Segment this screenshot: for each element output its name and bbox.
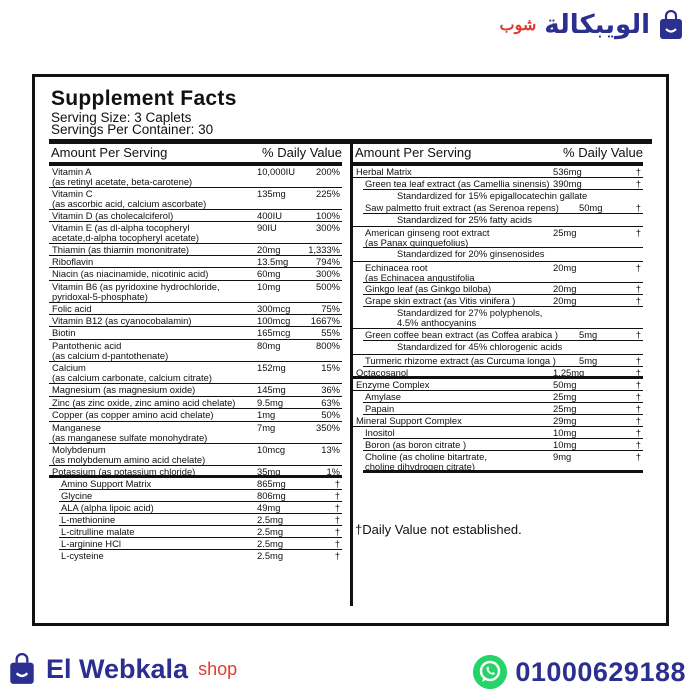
nutrient-row	[353, 262, 643, 283]
nutrient-name-line: choline dihydrogen citrate)	[365, 461, 475, 472]
nutrient-amount: 25mg	[553, 227, 577, 238]
nutrient-row	[49, 409, 342, 422]
nutrient-name	[52, 269, 208, 279]
nutrient-name	[52, 341, 168, 361]
nutrient-name	[365, 452, 487, 472]
nutrient-name-line: Vitamin D (as cholecalciferol)	[52, 210, 174, 221]
nutrient-name-line: Pantothenic acid	[52, 340, 122, 351]
nutrient-name-line: Biotin	[52, 327, 76, 338]
nutrient-name-line: ALA (alpha lipoic acid)	[61, 502, 154, 513]
nutrient-name	[52, 423, 207, 443]
nutrient-row	[49, 384, 342, 397]
nutrient-amount: 400IU	[257, 210, 283, 221]
nutrient-name-line: L-arginine HCl	[61, 538, 121, 549]
nutrient-daily-value: 36%	[321, 384, 340, 395]
nutrient-amount: 20mg	[257, 244, 281, 255]
nutrient-daily-value: †	[635, 202, 641, 213]
nutrient-name-line: Enzyme Complex	[356, 379, 430, 390]
nutrient-name	[52, 245, 189, 255]
nutrient-row	[353, 379, 643, 391]
nutrient-name	[61, 551, 104, 561]
nutrient-row	[353, 178, 643, 190]
nutrient-name-line: (as Echinacea angustifolia	[365, 272, 475, 283]
nutrient-amount: 7mg	[257, 422, 276, 433]
nutrient-name-line: Ginkgo leaf (as Ginkgo biloba)	[365, 283, 492, 294]
nutrient-row	[49, 188, 342, 210]
nutrient-name-line: American ginseng root extract	[365, 227, 490, 238]
nutrient-name	[397, 342, 562, 352]
nutrient-daily-value: †	[334, 550, 340, 561]
nutrient-name-line: Manganese	[52, 422, 101, 433]
amount-header: Amount Per Serving	[51, 145, 168, 160]
nutrient-row	[49, 422, 342, 444]
nutrient-daily-value: †	[334, 502, 340, 513]
nutrient-name	[52, 328, 75, 338]
nutrient-name-line: Molybdenum	[52, 444, 106, 455]
nutrient-amount: 9.5mg	[257, 397, 284, 408]
nutrient-daily-value: †	[635, 403, 641, 414]
nutrient-row	[49, 210, 342, 222]
nutrient-name-line: Standardized for 15% epigallocatechin gallate	[397, 190, 588, 201]
nutrient-amount: 1mg	[257, 409, 276, 420]
nutrient-row	[353, 202, 643, 214]
nutrient-name-line: (as retinyl acetate, beta-carotene)	[52, 176, 193, 187]
nutrient-daily-value: 800%	[316, 340, 340, 351]
nutrient-name-line: Standardized for 45% chlorogenic acids	[397, 341, 563, 352]
nutrient-name	[365, 284, 491, 294]
nutrient-amount: 80mg	[257, 340, 281, 351]
nutrient-daily-value: 50%	[321, 409, 340, 420]
nutrient-daily-value: †	[334, 526, 340, 537]
nutrient-name	[356, 380, 429, 390]
nutrient-row	[49, 327, 342, 340]
nutrient-name-line: Herbal Matrix	[356, 166, 412, 177]
nutrient-daily-value: †	[635, 415, 641, 426]
nutrient-amount: 20mg	[553, 283, 577, 294]
nutrient-name-line: Folic acid	[52, 303, 92, 314]
nutrient-name-line: Inositol	[365, 427, 395, 438]
shopping-bag-icon	[8, 653, 36, 685]
nutrient-name	[52, 398, 235, 408]
nutrient-daily-value: †	[635, 283, 641, 294]
nutrient-amount: 2.5mg	[257, 538, 284, 549]
nutrient-row	[353, 427, 643, 439]
nutrient-name	[52, 445, 205, 465]
nutrient-name	[365, 330, 558, 340]
nutrient-daily-value: †	[635, 295, 641, 306]
nutrient-daily-value: 13%	[321, 444, 340, 455]
nutrient-name-line: (as Panax quinquefolius)	[365, 237, 469, 248]
nutrient-name-line: (as calcium carbonate, calcium citrate)	[52, 372, 212, 383]
nutrient-name	[397, 191, 587, 201]
nutrient-amount: 25mg	[553, 403, 577, 414]
nutrient-amount: 49mg	[257, 502, 281, 513]
brand-latin-name: El Webkala	[46, 653, 189, 684]
nutrient-row	[353, 329, 643, 341]
nutrient-row	[49, 397, 342, 409]
nutrient-row	[49, 256, 342, 268]
brand-arabic-name: الويبكالة	[544, 10, 650, 40]
nutrient-row	[49, 550, 342, 562]
nutrient-row	[353, 295, 643, 307]
nutrient-daily-value: †	[635, 451, 641, 462]
nutrient-name	[61, 527, 134, 537]
brand-arabic-shop: شوب	[499, 17, 537, 34]
nutrient-daily-value: †	[635, 329, 641, 340]
nutrient-row	[353, 341, 643, 355]
nutrient-name-line: Amino Support Matrix	[61, 478, 152, 489]
nutrient-amount: 865mg	[257, 478, 286, 489]
nutrient-amount: 20mg	[553, 262, 577, 273]
nutrient-name	[365, 440, 466, 450]
nutrient-daily-value: 794%	[316, 256, 340, 267]
nutrient-name-line: Standardized for 20% ginsenosides	[397, 248, 545, 259]
nutrient-daily-value: 200%	[316, 166, 340, 177]
nutrient-name-line: Magnesium (as magnesium oxide)	[52, 384, 196, 395]
nutrient-daily-value: 1667%	[310, 315, 340, 326]
nutrient-name	[52, 189, 206, 209]
nutrient-daily-value: †	[635, 262, 641, 273]
nutrient-amount: 135mg	[257, 188, 286, 199]
nutrient-amount: 10mg	[257, 281, 281, 292]
nutrient-row	[49, 268, 342, 281]
nutrient-amount: 10,000IU	[257, 166, 296, 177]
nutrient-name	[356, 416, 462, 426]
nutrient-daily-value: †	[635, 379, 641, 390]
nutrient-amount: 20mg	[553, 295, 577, 306]
nutrient-name	[52, 282, 220, 302]
nutrient-row	[49, 444, 342, 466]
nutrient-name-line: Papain	[365, 403, 395, 414]
nutrient-amount: 13.5mg	[257, 256, 289, 267]
nutrient-daily-value: 15%	[321, 362, 340, 373]
nutrient-name-line: Saw palmetto fruit extract (as Serenoa repens)	[365, 202, 559, 213]
nutrient-amount: 60mg	[257, 268, 281, 279]
nutrient-row	[49, 538, 342, 550]
nutrient-name-line: Amylase	[365, 391, 401, 402]
right-column-header	[353, 144, 643, 162]
nutrient-name	[52, 316, 191, 326]
supplement-facts-panel	[32, 74, 669, 626]
nutrient-name	[365, 356, 556, 366]
amount-header: Amount Per Serving	[355, 145, 472, 160]
nutrient-row	[49, 514, 342, 526]
nutrient-amount: 2.5mg	[257, 514, 284, 525]
nutrient-name-line: Mineral Support Complex	[356, 415, 462, 426]
nutrient-name-line: Potassium (as potassium chloride)	[52, 466, 196, 477]
nutrient-row	[49, 244, 342, 256]
nutrient-name-line: Vitamin E (as dl-alpha tocopheryl	[52, 222, 190, 233]
dv-header: % Daily Value	[262, 145, 342, 160]
nutrient-name	[61, 515, 115, 525]
dv-header: % Daily Value	[563, 145, 643, 160]
nutrient-name	[365, 203, 559, 213]
nutrient-name-line: Vitamin A	[52, 166, 92, 177]
nutrient-row	[353, 214, 643, 227]
nutrient-row	[353, 403, 643, 415]
nutrient-row	[49, 526, 342, 538]
nutrient-amount: 390mg	[553, 178, 582, 189]
nutrient-amount: 1.25mg	[553, 367, 585, 378]
nutrient-daily-value: †	[635, 355, 641, 366]
nutrient-name-line: Riboflavin	[52, 256, 94, 267]
nutrient-name-line: (as ascorbic acid, calcium ascorbate)	[52, 198, 207, 209]
nutrient-amount: 100mcg	[257, 315, 291, 326]
nutrient-row	[49, 362, 342, 384]
nutrient-name	[397, 215, 532, 225]
nutrient-name-line: Turmeric rhizome extract (as Curcuma longa )	[365, 355, 556, 366]
nutrient-row	[49, 490, 342, 502]
nutrient-row	[353, 415, 643, 427]
nutrient-amount: 25mg	[553, 391, 577, 402]
nutrient-name-line: Standardized for 25% fatty acids	[397, 214, 532, 225]
nutrient-row	[49, 340, 342, 362]
nutrient-daily-value: †	[635, 166, 641, 177]
bottom-brand-logo	[8, 653, 237, 685]
nutrient-name-line: L-methionine	[61, 514, 116, 525]
nutrient-daily-value: 63%	[321, 397, 340, 408]
nutrient-amount: 2.5mg	[257, 550, 284, 561]
nutrient-amount: 50mg	[553, 379, 577, 390]
nutrient-daily-value: 300%	[316, 222, 340, 233]
nutrient-name	[61, 503, 154, 513]
nutrient-name	[397, 249, 545, 259]
right-column	[353, 144, 643, 473]
nutrient-daily-value: 55%	[321, 327, 340, 338]
nutrient-name-line: Vitamin B6 (as pyridoxine hydrochloride,	[52, 281, 220, 292]
nutrient-row	[353, 283, 643, 295]
nutrient-row	[353, 190, 643, 202]
nutrient-name-line: Echinacea root	[365, 262, 428, 273]
nutrient-name-line: L-cysteine	[61, 550, 104, 561]
nutrient-name	[52, 211, 173, 221]
nutrient-amount: 152mg	[257, 362, 286, 373]
nutrient-name	[356, 368, 408, 378]
nutrient-row	[49, 502, 342, 514]
nutrient-name	[365, 392, 401, 402]
nutrient-amount: 10mg	[553, 439, 577, 450]
nutrient-daily-value: 350%	[316, 422, 340, 433]
nutrient-row	[49, 303, 342, 315]
left-column	[49, 144, 342, 562]
nutrient-name	[365, 404, 394, 414]
nutrient-amount: 165mcg	[257, 327, 291, 338]
nutrient-daily-value: †	[334, 478, 340, 489]
phone-number[interactable]: 01000629188	[515, 656, 686, 687]
nutrient-amount: 2.5mg	[257, 526, 284, 537]
nutrient-row	[353, 391, 643, 403]
nutrient-amount: 300mcg	[257, 303, 291, 314]
nutrient-daily-value: †	[635, 391, 641, 402]
nutrient-name-line: (as manganese sulfate monohydrate)	[52, 432, 208, 443]
nutrient-daily-value: †	[635, 439, 641, 450]
nutrient-daily-value: †	[635, 178, 641, 189]
nutrient-name	[61, 479, 151, 489]
nutrient-row	[353, 439, 643, 451]
nutrient-amount: 29mg	[553, 415, 577, 426]
nutrient-daily-value: 225%	[316, 188, 340, 199]
nutrient-amount: 5mg	[579, 355, 598, 366]
nutrient-daily-value: †	[334, 490, 340, 501]
nutrient-row	[353, 355, 643, 367]
nutrient-amount: 35mg	[257, 466, 281, 477]
nutrient-row	[353, 248, 643, 262]
nutrient-amount: 10mg	[553, 427, 577, 438]
nutrient-daily-value: †	[635, 367, 641, 378]
nutrient-name-line: Glycine	[61, 490, 93, 501]
nutrient-row	[49, 478, 342, 490]
nutrient-daily-value: 75%	[321, 303, 340, 314]
nutrient-row	[49, 466, 342, 478]
nutrient-daily-value: 100%	[316, 210, 340, 221]
nutrient-name-line: 4.5% anthocyanins	[397, 317, 477, 328]
nutrient-name-line: Octacosanol	[356, 367, 409, 378]
nutrient-row	[353, 367, 643, 379]
nutrient-amount: 50mg	[579, 202, 603, 213]
nutrient-row	[49, 222, 342, 244]
brand-latin-shop: shop	[198, 658, 238, 679]
nutrient-name-line: Copper (as copper amino acid chelate)	[52, 409, 214, 420]
nutrient-amount: 90IU	[257, 222, 277, 233]
nutrient-name	[52, 167, 192, 187]
nutrient-name	[61, 491, 92, 501]
nutrient-name	[52, 223, 199, 243]
nutrient-daily-value: †	[334, 514, 340, 525]
nutrient-name-line: Vitamin B12 (as cyanocobalamin)	[52, 315, 192, 326]
phone-contact[interactable]	[473, 655, 686, 689]
nutrient-row	[353, 166, 643, 178]
nutrient-daily-value: 1,333%	[308, 244, 340, 255]
facts-title: Supplement Facts	[51, 87, 237, 110]
nutrient-name	[52, 385, 195, 395]
nutrient-name	[365, 179, 549, 189]
nutrient-name-line: acetate,d-alpha tocopheryl acetate)	[52, 232, 199, 243]
nutrient-daily-value: †	[635, 427, 641, 438]
nutrient-amount: 806mg	[257, 490, 286, 501]
serving-size: Serving Size: 3 Caplets	[51, 110, 192, 125]
nutrient-amount: 145mg	[257, 384, 286, 395]
nutrient-name-line: Niacin (as niacinamide, nicotinic acid)	[52, 268, 209, 279]
nutrient-name	[397, 308, 542, 328]
shopping-bag-icon	[658, 10, 684, 40]
nutrient-daily-value: †	[635, 227, 641, 238]
nutrient-row	[353, 451, 643, 473]
nutrient-name-line: Grape skin extract (as Vitis vinifera )	[365, 295, 516, 306]
nutrient-row	[49, 281, 342, 303]
nutrient-name-line: Calcium	[52, 362, 86, 373]
nutrient-name-line: (as calcium d-pantothenate)	[52, 350, 169, 361]
nutrient-name-line: Vitamin C	[52, 188, 93, 199]
nutrient-name-line: Zinc (as zinc oxide, zinc amino acid chelate)	[52, 397, 236, 408]
nutrient-name-line: pyridoxal-5-phosphate)	[52, 291, 148, 302]
nutrient-daily-value: 300%	[316, 268, 340, 279]
nutrient-name-line: Choline (as choline bitartrate,	[365, 451, 487, 462]
servings-per-container: Servings Per Container: 30	[51, 122, 214, 137]
top-brand-logo	[496, 10, 685, 40]
nutrient-row	[49, 166, 342, 188]
nutrient-name	[52, 257, 93, 267]
nutrient-name	[52, 410, 214, 420]
nutrient-amount: 9mg	[553, 451, 572, 462]
nutrient-name	[365, 296, 515, 306]
footnote: †Daily Value not established.	[355, 522, 522, 537]
nutrient-name-line: Standardized for 27% polyphenols,	[397, 307, 543, 318]
nutrient-name-line: Thiamin (as thiamin mononitrate)	[52, 244, 190, 255]
nutrient-name	[52, 363, 212, 383]
nutrient-daily-value: 500%	[316, 281, 340, 292]
right-rows	[353, 166, 643, 473]
nutrient-name-line: Green tea leaf extract (as Camellia sinensis)	[365, 178, 550, 189]
nutrient-name-line: L-citrulline malate	[61, 526, 135, 537]
nutrient-name-line: Green coffee bean extract (as Coffea arabica )	[365, 329, 558, 340]
left-column-header	[49, 144, 342, 162]
nutrient-row	[49, 315, 342, 327]
nutrient-name	[365, 228, 490, 248]
nutrient-name	[365, 263, 474, 283]
nutrient-name	[356, 167, 412, 177]
nutrient-name	[365, 428, 395, 438]
nutrient-name	[52, 304, 92, 314]
nutrient-name	[52, 467, 195, 477]
nutrient-amount: 536mg	[553, 166, 582, 177]
nutrient-daily-value: †	[334, 538, 340, 549]
nutrient-amount: 10mcg	[257, 444, 286, 455]
nutrient-name-line: Boron (as boron citrate )	[365, 439, 467, 450]
nutrient-row	[353, 307, 643, 329]
nutrient-name-line: (as molybdenum amino acid chelate)	[52, 454, 206, 465]
nutrient-name	[61, 539, 121, 549]
nutrient-amount: 5mg	[579, 329, 598, 340]
left-rows	[49, 166, 342, 562]
whatsapp-icon	[473, 655, 507, 689]
nutrient-daily-value: 1%	[326, 466, 340, 477]
nutrient-row	[353, 227, 643, 248]
